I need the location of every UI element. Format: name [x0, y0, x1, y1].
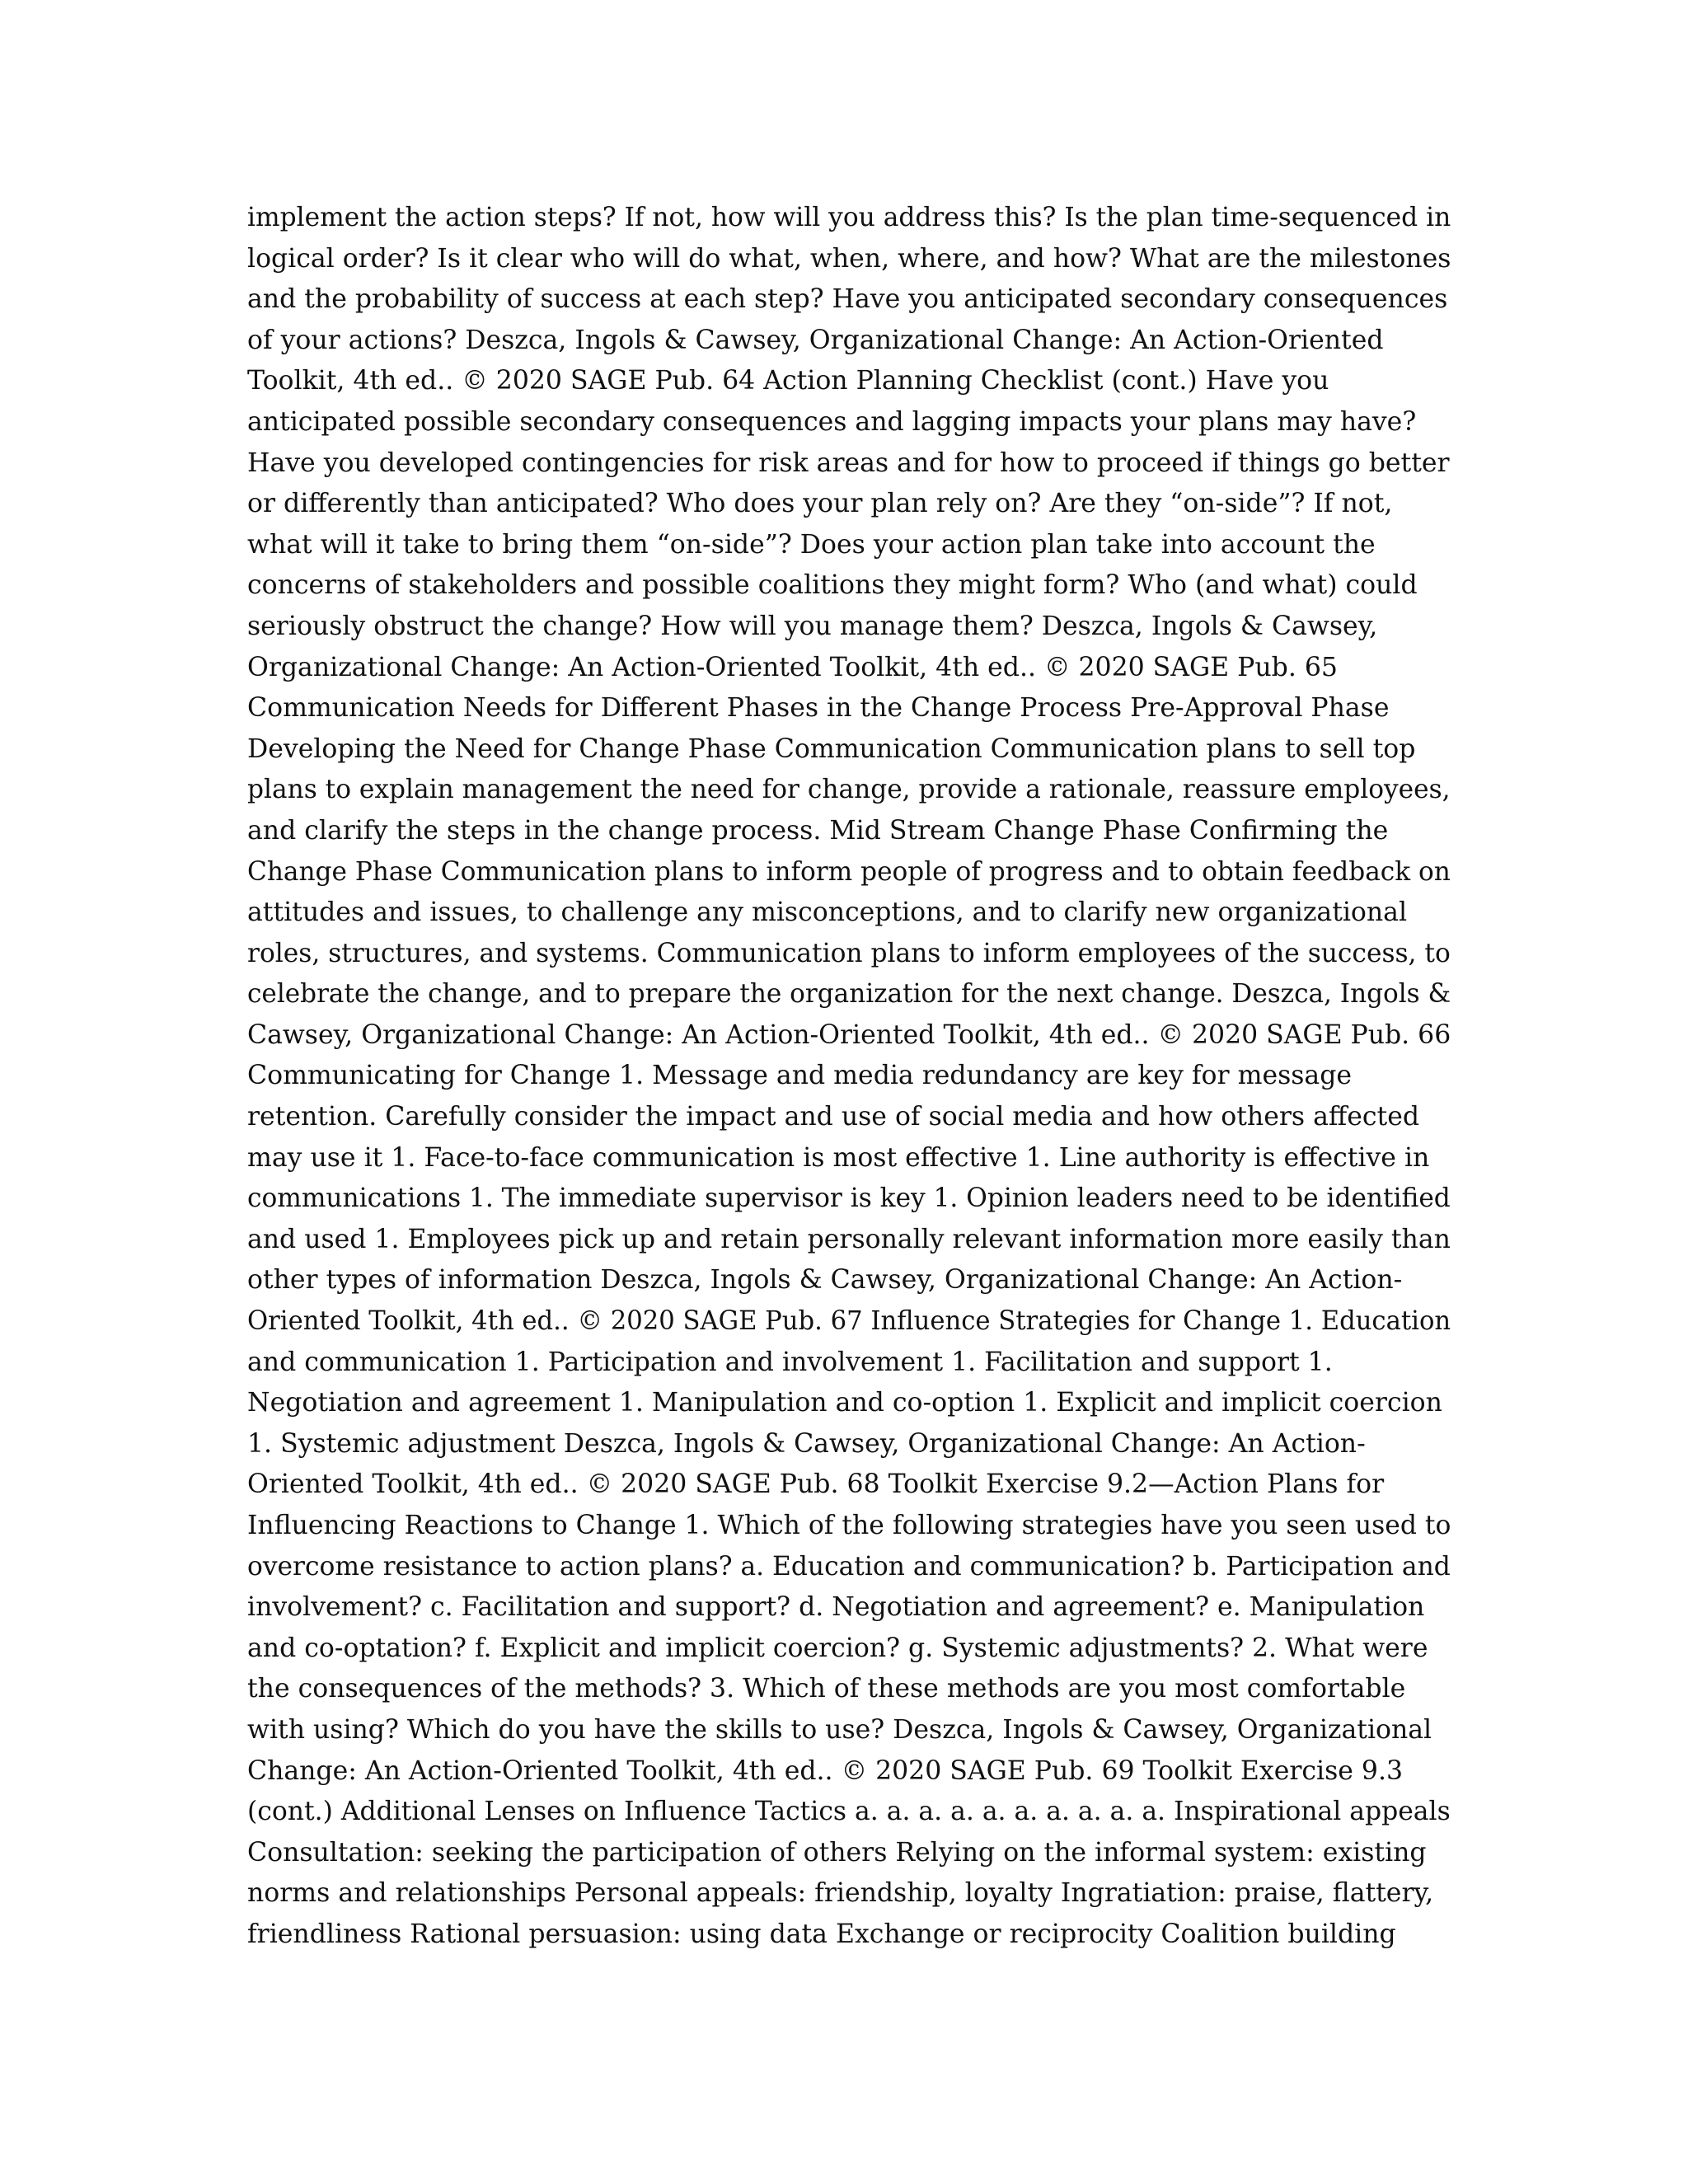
text-line: with using? Which do you have the skills to use? Deszca, Ingols & Cawsey, Organizational — [247, 1714, 1432, 1745]
text-line: implement the action steps? If not, how will you address this? Is the plan time-sequenced in — [247, 203, 1451, 232]
text-line: Developing the Need for Change Phase Communication Communication plans to sell top — [247, 733, 1416, 764]
text-line: or differently than anticipated? Who does your plan rely on? Are they “on-side”? If not, — [247, 489, 1393, 519]
text-line: Have you developed contingencies for risk areas and for how to proceed if things go better — [247, 448, 1450, 478]
text-line: and clarify the steps in the change process. Mid Stream Change Phase Confirming the — [247, 815, 1389, 846]
text-line: 1. Systemic adjustment Deszca, Ingols & Cawsey, Organizational Change: An Action- — [247, 1428, 1366, 1459]
text-line: Consultation: seeking the participation of others Relying on the informal system: existing — [247, 1837, 1427, 1868]
text-line: the consequences of the methods? 3. Which of these methods are you most comfortable — [247, 1674, 1406, 1704]
text-line: plans to explain management the need for change, provide a rationale, reassure employees, — [247, 775, 1451, 805]
text-line: (cont.) Additional Lenses on Influence Tactics a. a. a. a. a. a. a. a. a. a. Inspirational appeals — [247, 1797, 1451, 1827]
text-line: Oriented Toolkit, 4th ed.. © 2020 SAGE Pub. 67 Influence Strategies for Change 1. Education — [247, 1306, 1451, 1337]
text-line: anticipated possible secondary consequences and lagging impacts your plans may have? — [247, 406, 1417, 437]
text-line: logical order? Is it clear who will do what, when, where, and how? What are the milestones — [247, 243, 1451, 274]
text-line: Oriented Toolkit, 4th ed.. © 2020 SAGE Pub. 68 Toolkit Exercise 9.2—Action Plans for — [247, 1469, 1385, 1500]
text-line: what will it take to bring them “on-side”? Does your action plan take into account the — [247, 529, 1376, 560]
text-line: and communication 1. Participation and involvement 1. Facilitation and support 1. — [247, 1347, 1333, 1377]
text-line: norms and relationships Personal appeals: friendship, loyalty Ingratiation: praise, flattery, — [247, 1878, 1434, 1909]
text-line: and co-optation? f. Explicit and implicit coercion? g. Systemic adjustments? 2. What were — [247, 1633, 1428, 1663]
text-line: Change: An Action-Oriented Toolkit, 4th ed.. © 2020 SAGE Pub. 69 Toolkit Exercise 9.3 — [247, 1755, 1404, 1786]
text-line: friendliness Rational persuasion: using data Exchange or reciprocity Coalition building — [247, 1919, 1396, 1949]
text-line: concerns of stakeholders and possible coalitions they might form? Who (and what) could — [247, 570, 1418, 601]
text-line: overcome resistance to action plans? a. Education and communication? b. Participation and — [247, 1551, 1451, 1582]
body-text — [247, 198, 1451, 1956]
text-line: involvement? c. Facilitation and support? d. Negotiation and agreement? e. Manipulation — [247, 1592, 1425, 1623]
text-line: other types of information Deszca, Ingols & Cawsey, Organizational Change: An Action- — [247, 1265, 1403, 1296]
text-line: Toolkit, 4th ed.. © 2020 SAGE Pub. 64 Action Planning Checklist (cont.) Have you — [247, 366, 1329, 396]
text-line: and the probability of success at each step? Have you anticipated secondary consequences — [247, 284, 1448, 315]
text-line: retention. Carefully consider the impact and use of social media and how others affected — [247, 1102, 1420, 1132]
text-line: roles, structures, and systems. Communication plans to inform employees of the success, to — [247, 938, 1451, 968]
text-line: attitudes and issues, to challenge any misconceptions, and to clarify new organizational — [247, 898, 1408, 928]
text-line: Communication Needs for Different Phases in the Change Process Pre-Approval Phase — [247, 693, 1390, 724]
text-line: Organizational Change: An Action-Oriented Toolkit, 4th ed.. © 2020 SAGE Pub. 65 — [247, 652, 1338, 682]
text-line: Influencing Reactions to Change 1. Which of the following strategies have you seen used to — [247, 1511, 1451, 1540]
text-line: of your actions? Deszca, Ingols & Cawsey, Organizational Change: An Action-Oriented — [247, 325, 1384, 355]
text-line: may use it 1. Face-to-face communication is most effective 1. Line authority is effective in — [247, 1142, 1430, 1173]
text-line: and used 1. Employees pick up and retain personally relevant information more easily than — [247, 1224, 1451, 1254]
text-line: Communicating for Change 1. Message and media redundancy are key for message — [247, 1061, 1352, 1091]
text-line: communications 1. The immediate supervisor is key 1. Opinion leaders need to be identified — [247, 1183, 1451, 1214]
text-line: seriously obstruct the change? How will you manage them? Deszca, Ingols & Cawsey, — [247, 611, 1378, 641]
text-line: Change Phase Communication plans to inform people of progress and to obtain feedback on — [247, 856, 1451, 887]
text-line: Cawsey, Organizational Change: An Action-Oriented Toolkit, 4th ed.. © 2020 SAGE Pub. 66 — [247, 1019, 1451, 1050]
text-line: celebrate the change, and to prepare the organization for the next change. Deszca, Ingols & — [247, 979, 1451, 1010]
text-line: Negotiation and agreement 1. Manipulation and co-option 1. Explicit and implicit coercion — [247, 1388, 1442, 1418]
